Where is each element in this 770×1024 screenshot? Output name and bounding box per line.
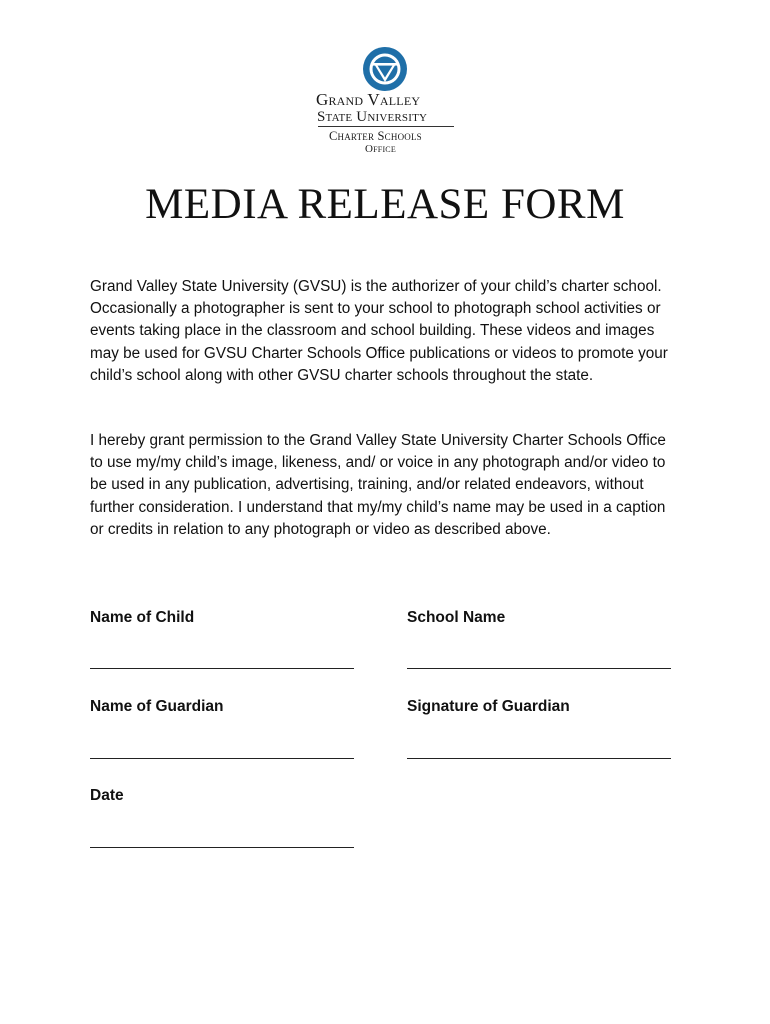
signature-of-guardian-line[interactable] (407, 758, 671, 759)
logo-text-charter-schools: Charter Schools (329, 129, 422, 143)
logo-text-office: Office (365, 143, 396, 155)
name-of-guardian-label: Name of Guardian (90, 698, 224, 715)
date-label: Date (90, 787, 124, 804)
date-line[interactable] (90, 847, 354, 848)
logo-text-state-university: State University (317, 109, 428, 125)
school-name-line[interactable] (407, 668, 671, 669)
name-of-child-line[interactable] (90, 668, 354, 669)
gvsu-g-icon (362, 46, 408, 92)
gvsu-logo (300, 42, 470, 154)
name-of-child-label: Name of Child (90, 609, 195, 626)
logo-text-grand-valley: Grand Valley (316, 90, 421, 109)
name-of-guardian-line[interactable] (90, 758, 354, 759)
intro-paragraph: Grand Valley State University (GVSU) is the authorizer of your child’s charter school. Occasionally a photographer is sent to your school to photograph school activities or events taking place in the classroom and school building. These videos and images may be used for GVSU Charter Schools Office publications or videos to promote your child’s school along with other GVSU charter schools throughout the state. (90, 278, 668, 384)
logo-divider (318, 126, 454, 127)
school-name-label: School Name (407, 609, 506, 626)
signature-of-guardian-label: Signature of Guardian (407, 698, 570, 715)
permission-paragraph: I hereby grant permission to the Grand Valley State University Charter Schools Office to use my/my child’s image, likeness, and/ or voice in any photograph and/or video to be used in any publication, advertising, training, and/or related endeavors, without further consideration. I understand that my/my child’s name may be used in a caption or credits in relation to any photograph or video as described above. (90, 432, 666, 538)
page-title: MEDIA RELEASE FORM (145, 181, 625, 228)
